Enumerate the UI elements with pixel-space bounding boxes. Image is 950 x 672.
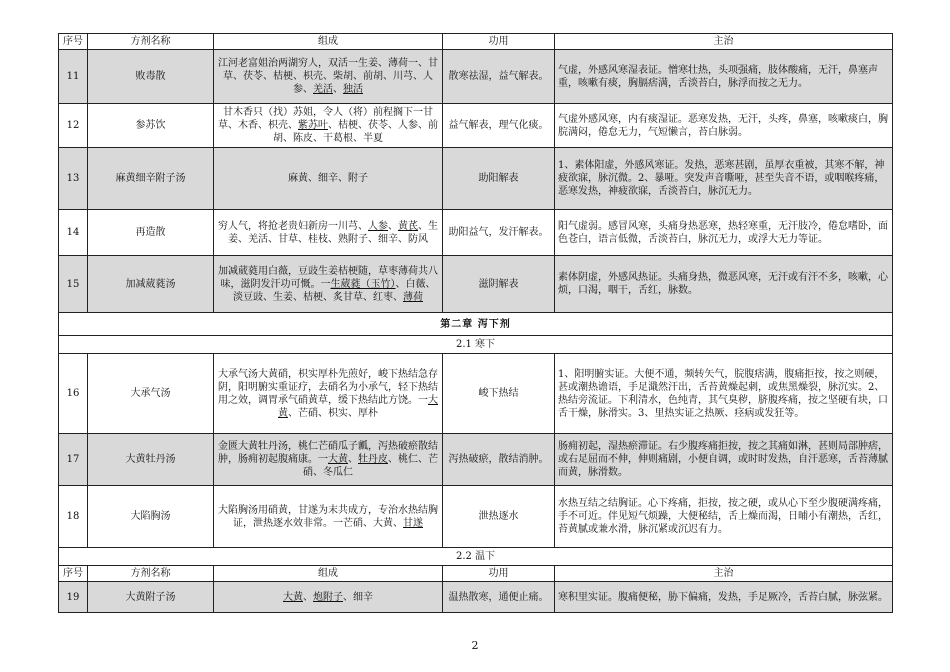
ingredient-text: 、 — [348, 454, 358, 465]
formula-ingredients — [214, 486, 443, 548]
formula-effect: 散寒祛湿，益气解表。 — [443, 50, 555, 104]
formula-indication: 水热互结之结胸证。心下疼痛，拒按，按之硬，或从心下至少腹硬满疼痛，手不可近。伴见短气烦躁，大便秘结，舌上燥而渴，日晡小有潮热，舌红，苔黄腻或兼水滑，脉沉紧或沉迟有力。 — [555, 486, 893, 548]
ingredient-text: 、细辛 — [343, 591, 373, 603]
table-row — [59, 354, 893, 434]
ingredient-text: 麻黄、细辛、附子 — [288, 173, 368, 184]
header-row — [59, 34, 893, 50]
formula-ingredients — [214, 210, 443, 256]
formula-effect: 泻热破瘀，散结消肿。 — [443, 434, 555, 486]
underlined-ingredient: 人参 — [368, 220, 388, 232]
formula-name: 参苏饮 — [88, 104, 214, 148]
page-number: 2 — [471, 639, 479, 652]
ingredient-text: 加减葳蕤用白薇，豆豉生姜桔梗随，草枣薄荷共八味，滋阴发汗功可慨。一 — [218, 265, 438, 290]
formula-indication: 1、阳明腑实证。大便不通，频转矢气，脘腹痞满，腹痛拒按，按之则硬，甚或潮热谵语，手足濈然汗出，舌苔黄燥起刺，或焦黑燥裂，脉沉实。2、热结旁流证。下利清水，色纯青，其气臭秽，脐腹疼痛，按之坚硬有块，口舌干燥，脉滑实。3、里热实证之热厥、痉病或发狂等。 — [555, 354, 893, 434]
ingredient-text: 、生姜、羌活、甘草、桂枝、熟附子、细辛、防风 — [228, 220, 438, 245]
formula-ingredients — [214, 434, 443, 486]
ingredient-text: 甘木香只（找）苏姐，令人（将）前程搁下一甘草、木香、枳壳、 — [218, 107, 433, 131]
row-number: 11 — [59, 50, 88, 104]
row-number: 19 — [59, 582, 88, 613]
formula-name: 大黄牡丹汤 — [88, 434, 214, 486]
header-cell-ingredients: 组成 — [214, 34, 443, 50]
formula-name: 加减葳蕤汤 — [88, 256, 214, 313]
header-cell-ingredients: 组成 — [214, 566, 443, 582]
ingredient-text: 穷人气，将抢老贵妇新房一川芎、 — [218, 220, 368, 232]
section-title: 2.2 温下 — [59, 548, 893, 566]
formula-ingredients — [214, 582, 443, 613]
ingredient-text: 、白薇、淡豆豉、生姜、桔梗、炙甘草、红枣、 — [233, 278, 436, 303]
row-number: 16 — [59, 354, 88, 434]
header-cell-name: 方剂名称 — [88, 566, 214, 582]
ingredient-text: 金匮大黄牡丹汤，桃仁芒硝瓜子瓤，泻热破瘀散结肿，肠痈初起腹痛康。一 — [218, 441, 438, 465]
header-cell-number: 序号 — [59, 566, 88, 582]
formula-ingredients — [214, 148, 443, 210]
formula-name: 大承气汤 — [88, 354, 214, 434]
formula-indication: 肠痈初起，湿热瘀滞证。右少腹疼痛拒按，按之其痛如淋，甚则局部肿痞，或右足屈而不伸，伸则痛剧，小便自调，或时时发热，自汗恶寒，舌苔薄腻而黄，脉滑数。 — [555, 434, 893, 486]
underlined-ingredient: 牡丹皮 — [358, 454, 388, 465]
formula-name: 麻黄细辛附子汤 — [88, 148, 214, 210]
formula-effect: 助阳益气，发汗解表。 — [443, 210, 555, 256]
formula-effect: 峻下热结 — [443, 354, 555, 434]
table-row — [59, 256, 893, 313]
underlined-ingredient: 炮附子 — [313, 591, 343, 603]
formula-name: 大陷胸汤 — [88, 486, 214, 548]
formula-name: 大黄附子汤 — [88, 582, 214, 613]
formula-indication: 素体阴虚，外感风热证。头痛身热，微恶风寒，无汗或有汗不多，咳嗽，心烦，口渴，咽干，舌红，脉数。 — [555, 256, 893, 313]
header-cell-name: 方剂名称 — [88, 34, 214, 50]
header-row — [59, 566, 893, 582]
formula-effect: 益气解表，理气化痰。 — [443, 104, 555, 148]
formula-effect: 助阳解表 — [443, 148, 555, 210]
chapter-title: 第二章 泻下剂 — [59, 313, 893, 336]
ingredient-text: 、 — [388, 220, 398, 232]
header-cell-indication: 主治 — [555, 34, 893, 50]
formula-effect: 泄热逐水 — [443, 486, 555, 548]
row-number: 14 — [59, 210, 88, 256]
table-row — [59, 50, 893, 104]
header-cell-number: 序号 — [59, 34, 88, 50]
underlined-ingredient: 大黄 — [283, 591, 303, 603]
underlined-ingredient: 羌活 — [313, 84, 333, 95]
formula-effect: 滋阴解表 — [443, 256, 555, 313]
underlined-ingredient: 黄芪 — [398, 220, 418, 232]
section-title: 2.1 寒下 — [59, 336, 893, 354]
chapter-row — [59, 313, 893, 336]
underlined-ingredient: 薄荷 — [403, 291, 423, 303]
section-row — [59, 548, 893, 566]
formula-indication: 气虚，外感风寒湿表证。憎寒壮热，头项强痛，肢体酸痛，无汗，鼻塞声重，咳嗽有痰，胸膈痞满，舌淡苔白，脉浮而按之无力。 — [555, 50, 893, 104]
ingredient-text: 、桔梗、茯苓、人参、前胡、陈皮、干葛根、半夏 — [273, 120, 438, 144]
row-number: 13 — [59, 148, 88, 210]
row-number: 18 — [59, 486, 88, 548]
section-row — [59, 336, 893, 354]
formula-indication: 阳气虚弱。感冒风寒，头痛身热恶寒，热轻寒重，无汗肢冷，倦怠嗜卧，面色苍白，语言低微，舌淡苔白，脉沉无力，或浮大无力等证。 — [555, 210, 893, 256]
formula-ingredients — [214, 256, 443, 313]
row-number: 12 — [59, 104, 88, 148]
formula-table — [58, 33, 893, 613]
formula-indication: 1、素体阳虚，外感风寒证。发热，恶寒甚剧，虽厚衣重被，其寒不解，神疲欲寐，脉沉微。2、暴哑。突发声音嘶哑，甚至失音不语，或咽喉疼痛，恶寒发热，神疲欲寐，舌淡苔白，脉沉无力。 — [555, 148, 893, 210]
underlined-ingredient: 独活 — [343, 84, 363, 95]
table-row — [59, 582, 893, 613]
table-row — [59, 210, 893, 256]
table-row — [59, 486, 893, 548]
formula-name: 败毒散 — [88, 50, 214, 104]
underlined-ingredient: 甘遂 — [403, 517, 423, 529]
ingredient-text: 、芒硝、枳实、厚朴 — [288, 407, 378, 419]
formula-name: 再造散 — [88, 210, 214, 256]
header-cell-effect: 功用 — [443, 34, 555, 50]
table-row — [59, 104, 893, 148]
ingredient-text: 、 — [303, 591, 313, 603]
formula-ingredients — [214, 354, 443, 434]
row-number: 15 — [59, 256, 88, 313]
formula-effect: 温热散寒，通便止痛。 — [443, 582, 555, 613]
header-cell-effect: 功用 — [443, 566, 555, 582]
formula-indication: 气虚外感风寒，内有痰湿证。恶寒发热，无汗，头疼，鼻塞，咳嗽痰白，胸脘满闷，倦怠无力，气短懒言，苔白脉弱。 — [555, 104, 893, 148]
underlined-ingredient: 大黄 — [328, 454, 348, 465]
formula-ingredients — [214, 104, 443, 148]
underlined-ingredient: 生葳蕤（玉竹） — [330, 278, 396, 290]
formula-indication: 寒积里实证。腹痛便秘，胁下偏痛，发热，手足厥冷，舌苔白腻，脉弦紧。 — [555, 582, 893, 613]
ingredient-text: 、桃仁、芒硝、冬瓜仁 — [303, 454, 438, 478]
ingredient-text: 江河老富姐治两湖穷人，双活一生姜、薄荷一、甘草、茯苓、桔梗、枳壳、柴胡、前胡、川芎、人参、 — [218, 58, 438, 95]
ingredient-text: 大承气汤大黄硝，枳实厚朴先煎好，峻下热结急存阴，阳明腑实重证疗，去硝名为小承气，轻下热结用之效，调胃承气硝黄草，缓下热结此方饶。一 — [218, 368, 438, 406]
header-cell-indication: 主治 — [555, 566, 893, 582]
underlined-ingredient: 大黄 — [278, 394, 438, 419]
table-row — [59, 434, 893, 486]
ingredient-text: 大陷胸汤用硝黄，甘遂为末共成方，专治水热结胸证，泄热逐水效非常。一芒硝、大黄、 — [218, 504, 438, 529]
row-number: 17 — [59, 434, 88, 486]
formula-ingredients — [214, 50, 443, 104]
table-row — [59, 148, 893, 210]
ingredient-text: 、 — [333, 84, 343, 95]
underlined-ingredient: 紫苏叶 — [298, 120, 328, 131]
